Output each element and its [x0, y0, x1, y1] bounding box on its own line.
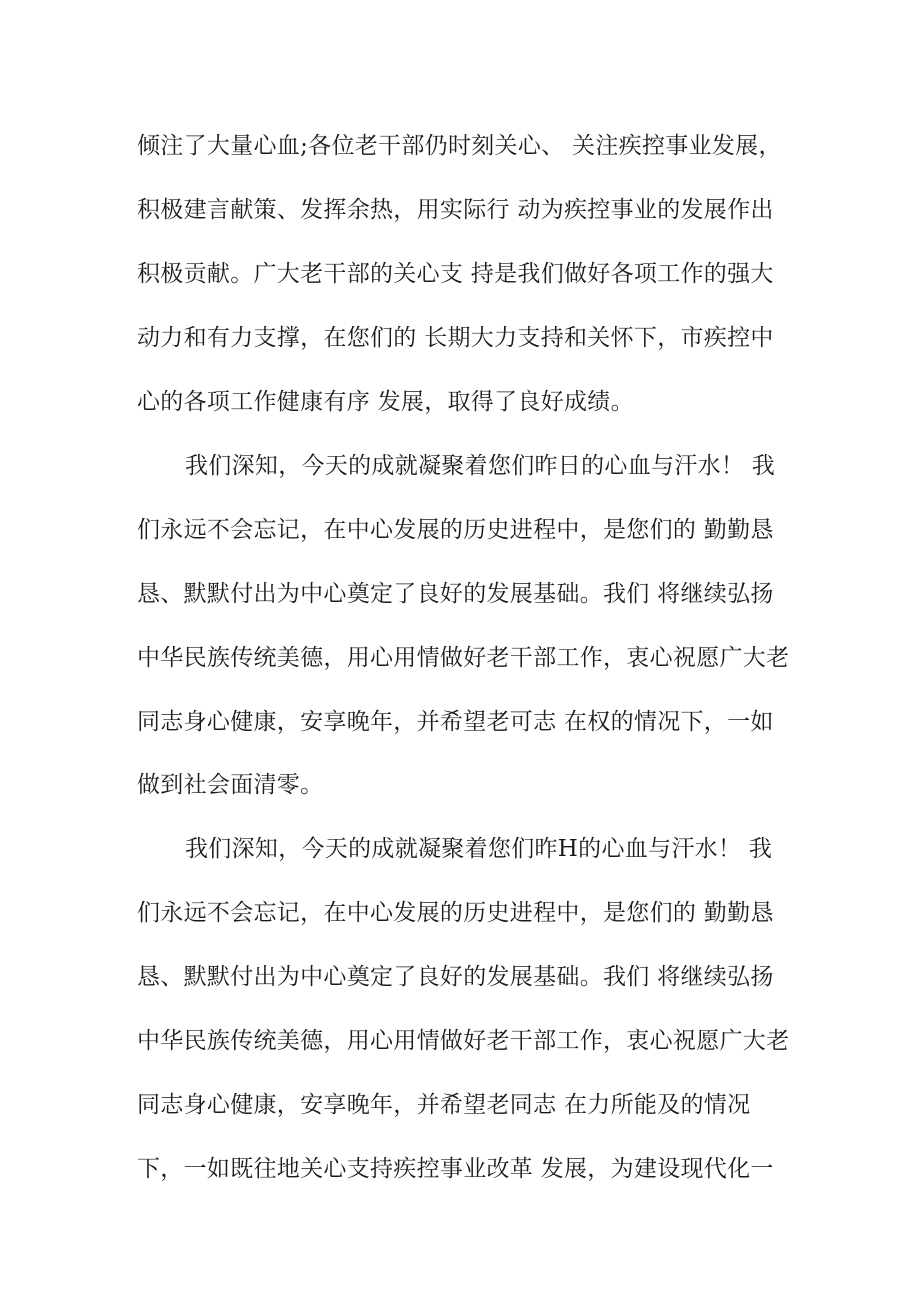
- text-line: 中华民族传统美德，用心用情做好老干部工作，衷心祝愿广大老: [137, 645, 790, 671]
- text-line: 积极贡献。广大老干部的关心支 持是我们做好各项工作的强大: [137, 261, 774, 287]
- text-line: 同志身心健康，安享晚年，并希望老可志 在权的情况下，一如: [137, 709, 774, 735]
- text-line: 动力和有力支撑，在您们的 长期大力支持和关怀下，市疾控中: [137, 325, 774, 351]
- text-line: 同志身心健康，安享晚年，并希望老同志 在力所能及的情况: [137, 1092, 751, 1118]
- text-line: 倾注了大量心血;各位老干部仍时刻关心、 关注疾控事业发展，: [137, 133, 782, 159]
- text-line: 们永远不会忘记，在中心发展的历史进程中，是您们的 勤勤恳: [137, 517, 774, 543]
- text-line: 下，一如既往地关心支持疾控事业改革 发展，为建设现代化一: [137, 1156, 774, 1182]
- text-line: 恳、默默付出为中心奠定了良好的发展基础。我们 将继续弘扬: [137, 581, 774, 607]
- text-line: 恳、默默付出为中心奠定了良好的发展基础。我们 将继续弘扬: [137, 964, 774, 990]
- text-line: 们永远不会忘记，在中心发展的历史进程中，是您们的 勤勤恳: [137, 900, 774, 926]
- text-line: 我们深知，今天的成就凝聚着您们昨日的心血与汗水！ 我: [185, 453, 776, 479]
- text-line: 做到社会面清零。: [137, 772, 324, 798]
- text-line: 积极建言献策、发挥余热，用实际行 动为疾控事业的发展作出: [137, 197, 774, 223]
- text-line: 中华民族传统美德，用心用情做好老干部工作，衷心祝愿广大老: [137, 1028, 790, 1054]
- text-line: 心的各项工作健康有序 发展，取得了良好成绩。: [137, 389, 634, 415]
- text-line: 我们深知，今天的成就凝聚着您们昨H的心血与汗水！ 我: [185, 836, 773, 862]
